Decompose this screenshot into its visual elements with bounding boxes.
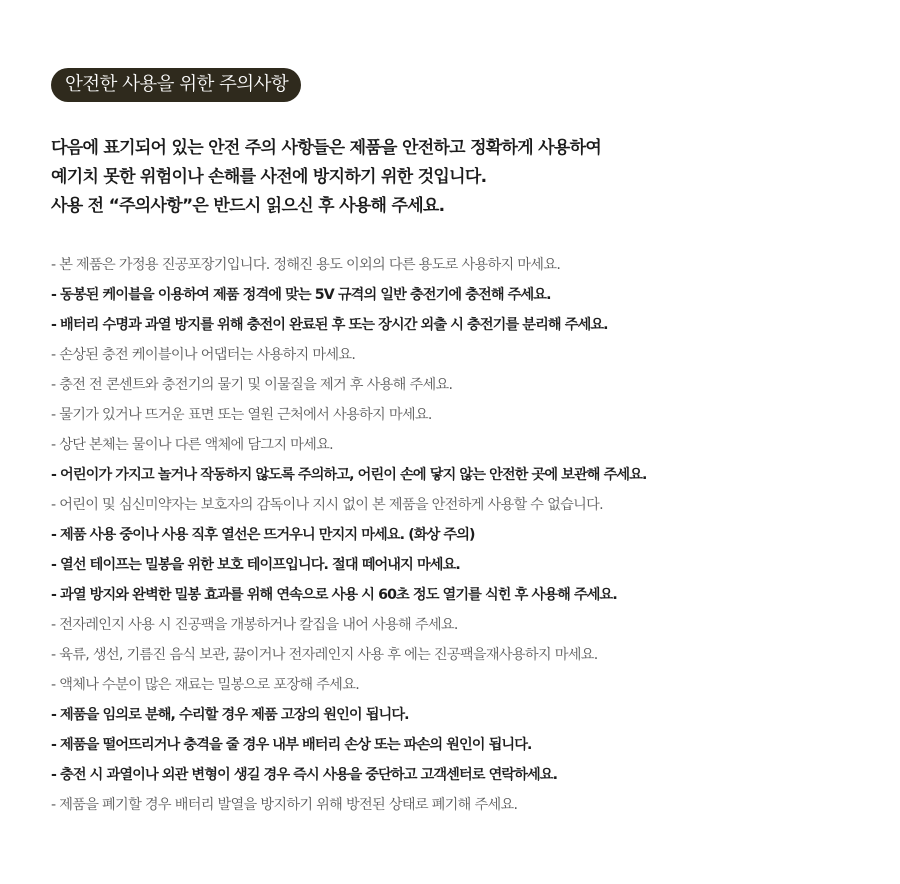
caution-item: - 제품을 폐기할 경우 배터리 발열을 방지하기 위해 방전된 상태로 폐기해 주세요.	[51, 797, 518, 813]
intro-line: 다음에 표기되어 있는 안전 주의 사항들은 제품을 안전하고 정확하게 사용하여	[51, 138, 602, 158]
caution-item: - 충전 전 콘센트와 충전기의 물기 및 이물질을 제거 후 사용해 주세요.	[51, 377, 453, 393]
caution-item: - 손상된 충전 케이블이나 어댑터는 사용하지 마세요.	[51, 347, 356, 363]
caution-item: - 물기가 있거나 뜨거운 표면 또는 열원 근처에서 사용하지 마세요.	[51, 407, 432, 423]
caution-list	[51, 250, 881, 820]
caution-item: - 열선 테이프는 밀봉을 위한 보호 테이프입니다. 절대 떼어내지 마세요.	[51, 557, 460, 573]
intro-line: 사용 전 “주의사항”은 반드시 읽으신 후 사용해 주세요.	[51, 196, 445, 216]
intro-line: 예기치 못한 위험이나 손해를 사전에 방지하기 위한 것입니다.	[51, 167, 487, 187]
caution-item: - 어린이가 가지고 놀거나 작동하지 않도록 주의하고, 어린이 손에 닿지 않는 안전한 곳에 보관해 주세요.	[51, 467, 647, 483]
caution-item: - 제품 사용 중이나 사용 직후 열선은 뜨거우니 만지지 마세요. (화상 주의)	[51, 527, 475, 543]
caution-item: - 상단 본체는 물이나 다른 액체에 담그지 마세요.	[51, 437, 333, 453]
intro-paragraph	[51, 134, 871, 221]
caution-item: - 충전 시 과열이나 외관 변형이 생길 경우 즉시 사용을 중단하고 고객센터로 연락하세요.	[51, 767, 558, 783]
caution-item: - 액체나 수분이 많은 재료는 밀봉으로 포장해 주세요.	[51, 677, 360, 693]
caution-item: - 전자레인지 사용 시 진공팩을 개봉하거나 칼집을 내어 사용해 주세요.	[51, 617, 458, 633]
caution-item: - 육류, 생선, 기름진 음식 보관, 끓이거나 전자레인지 사용 후 에는 진공팩을재사용하지 마세요.	[51, 647, 598, 663]
caution-item: - 어린이 및 심신미약자는 보호자의 감독이나 지시 없이 본 제품을 안전하게 사용할 수 없습니다.	[51, 497, 603, 513]
caution-item: - 동봉된 케이블을 이용하여 제품 정격에 맞는 5V 규격의 일반 충전기에 충전해 주세요.	[51, 287, 551, 303]
caution-item: - 과열 방지와 완벽한 밀봉 효과를 위해 연속으로 사용 시 60초 정도 열기를 식힌 후 사용해 주세요.	[51, 587, 617, 603]
caution-item: - 제품을 떨어뜨리거나 충격을 줄 경우 내부 배터리 손상 또는 파손의 원인이 됩니다.	[51, 737, 532, 753]
section-title-badge: 안전한 사용을 위한 주의사항	[51, 68, 301, 102]
caution-item: - 본 제품은 가정용 진공포장기입니다. 정해진 용도 이외의 다른 용도로 사용하지 마세요.	[51, 257, 561, 273]
caution-item: - 배터리 수명과 과열 방지를 위해 충전이 완료된 후 또는 장시간 외출 시 충전기를 분리해 주세요.	[51, 317, 608, 333]
caution-item: - 제품을 임의로 분해, 수리할 경우 제품 고장의 원인이 됩니다.	[51, 707, 409, 723]
